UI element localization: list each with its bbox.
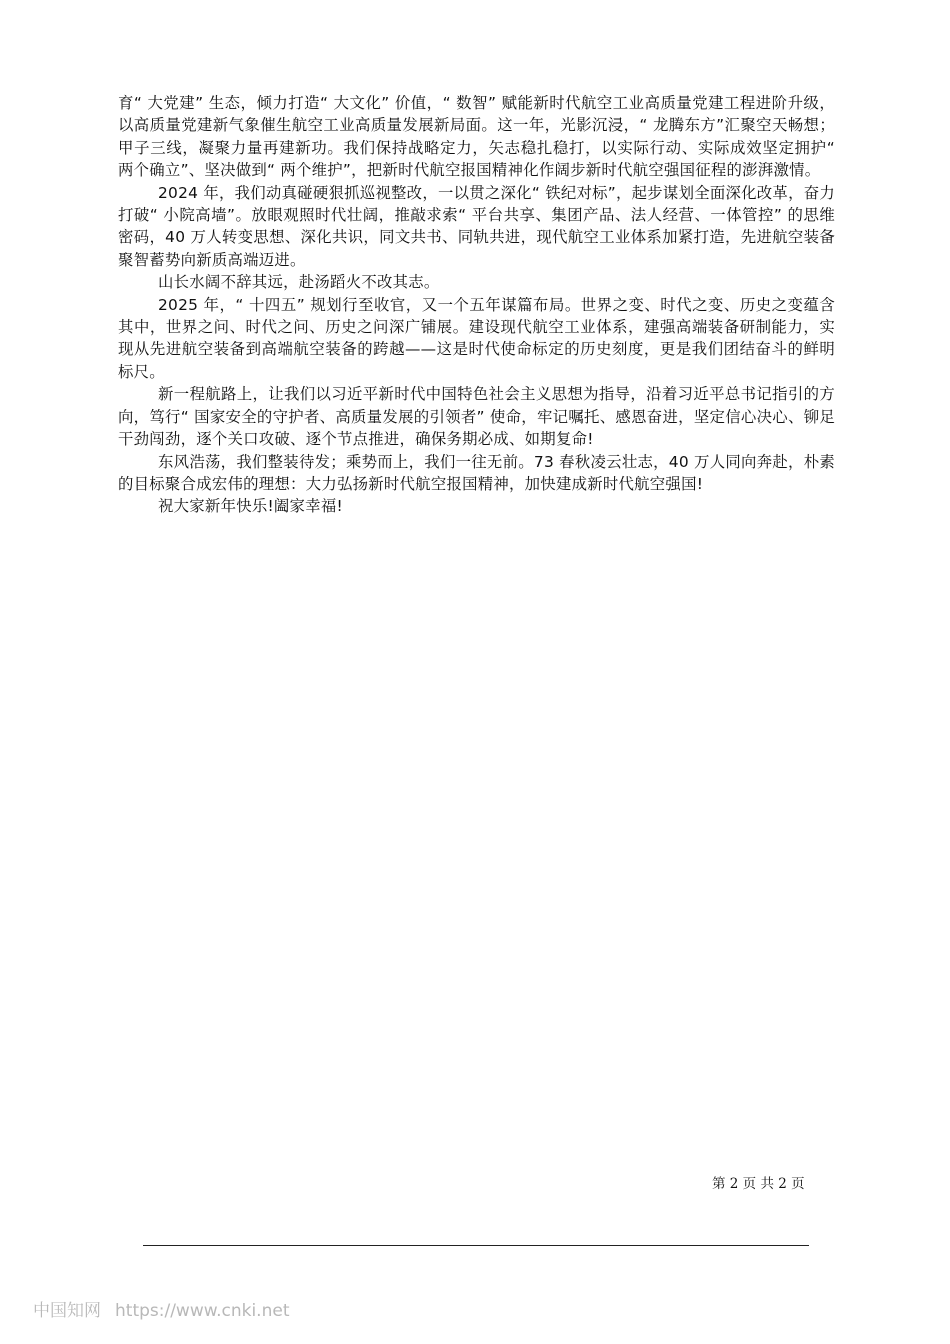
document-body [118,92,835,518]
paragraph-2024: 2024 年，我们动真碰硬狠抓巡视整改，一以贯之深化“ 铁纪对标”，起步谋划全面深化改革，奋力打破“ 小院高墙”。放眼观照时代壮阔，推敲求索“ 平台共享、集团产品、法人经营、一体管控” 的思维密码，40 万人转变思想、深化共识，同文共书、同轨共进，现代航空工业体系加紧打造，先进航空装备聚智蓄势向新质高端迈进。 [118,183,835,269]
paragraph-greeting: 祝大家新年快乐!阖家幸福! [158,497,343,516]
paragraph-resolve: 山长水阔不辞其远，赴汤蹈火不改其志。 [158,273,440,292]
page-number: 第 2 页 共 2 页 [712,1176,805,1192]
watermark-url[interactable]: https://www.cnki.net [115,1301,290,1321]
paragraph-east-wind: 东风浩荡，我们整装待发；乘势而上，我们一往无前。73 春秋凌云壮志，40 万人同向奔赴，朴素的目标聚合成宏伟的理想：大力弘扬新时代航空报国精神，加快建成新时代航空强国! [118,452,835,493]
paragraph-continued: 育“ 大党建” 生态，倾力打造“ 大文化” 价值，“ 数智” 赋能新时代航空工业高质量党建工程进阶升级，以高质量党建新气象催生航空工业高质量发展新局面。这一年，光影沉浸，“ 龙腾东方”汇聚空天畅想；甲子三线，凝聚力量再建新功。我们保持战略定力，矢志稳扎稳打，以实际行动、实际成效坚定拥护“ 两个确立”、坚决做到“ 两个维护”，把新时代航空报国精神化作阔步新时代航空强国征程的澎湃激情。 [118,94,835,180]
paragraph-new-journey: 新一程航路上，让我们以习近平新时代中国特色社会主义思想为指导，沿着习近平总书记指引的方向，笃行“ 国家安全的守护者、高质量发展的引领者” 使命，牢记嘱托、感恩奋进，坚定信心决心、铆足干劲闯劲，逐个关口攻破、逐个节点推进，确保务期必成、如期复命! [118,385,835,449]
paragraph-2025: 2025 年，“ 十四五” 规划行至收官，又一个五年谋篇布局。世界之变、时代之变、历史之变蕴含其中，世界之问、时代之问、历史之问深广铺展。建设现代航空工业体系，建强高端装备研制能力，实现从先进航空装备到高端航空装备的跨越——这是时代使命标定的历史刻度，更是我们团结奋斗的鲜明标尺。 [118,295,835,381]
watermark-brand: 中国知网 [33,1301,101,1321]
cnki-watermark [33,1296,289,1321]
footer-divider [143,1245,809,1246]
